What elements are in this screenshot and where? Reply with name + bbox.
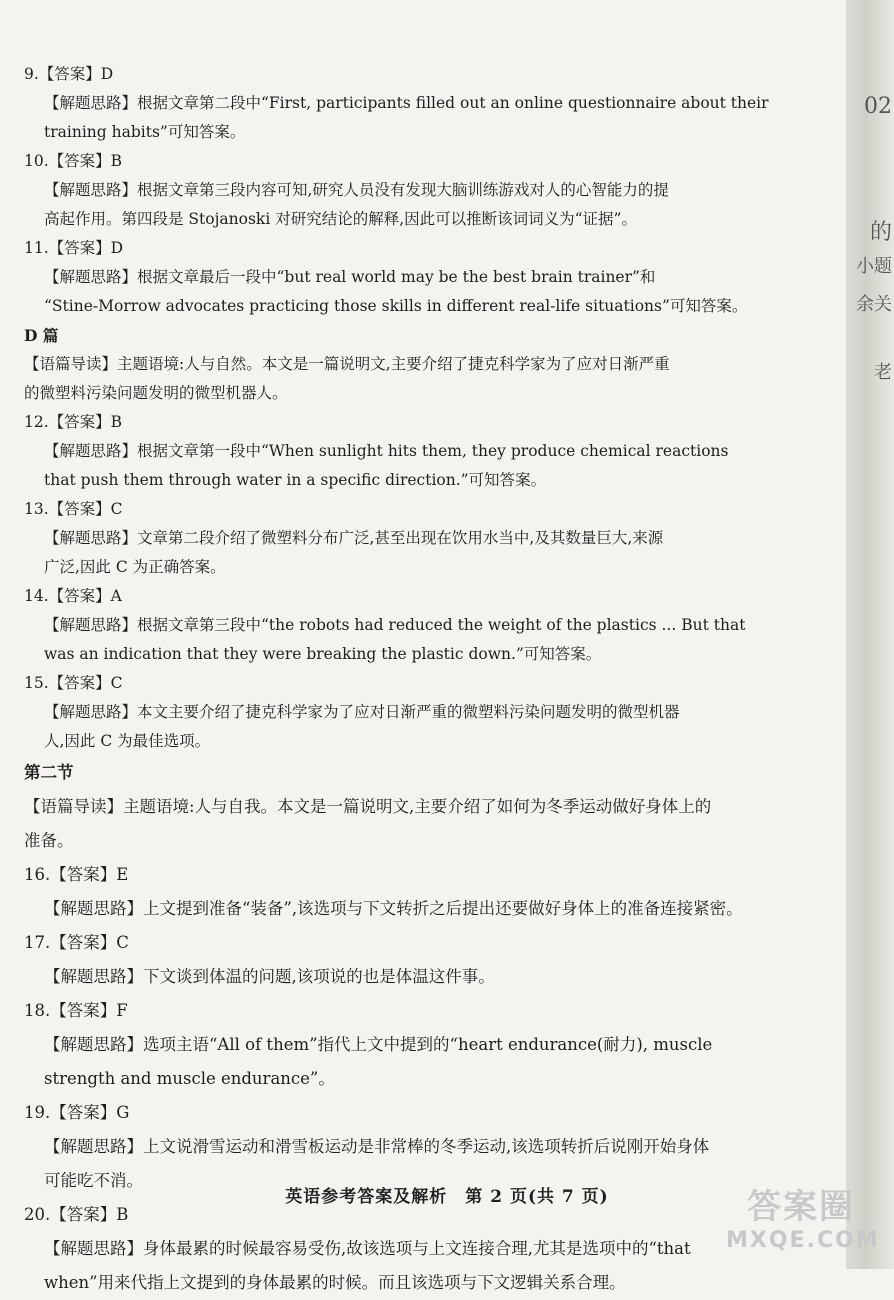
- answer-line: 9.【答案】D: [24, 65, 114, 83]
- answer-line: 14.【答案】A: [24, 587, 122, 605]
- answer-line: 19.【答案】G: [24, 1103, 130, 1122]
- answer-line: 16.【答案】E: [24, 865, 129, 884]
- reason-line: that push them through water in a specific direction.”可知答案。: [44, 471, 547, 489]
- reason-line: 【解题思路】选项主语“All of them”指代上文中提到的“heart endurance(耐力), muscle: [44, 1035, 713, 1054]
- reason-line: 广泛,因此 C 为正确答案。: [44, 558, 226, 576]
- answer-item-15: [24, 669, 844, 756]
- answer-item-20: [24, 1198, 844, 1300]
- reason-line: 【解题思路】本文主要介绍了捷克科学家为了应对日渐严重的微塑料污染问题发明的微型机器: [44, 703, 680, 721]
- answer-line: 20.【答案】B: [24, 1205, 129, 1224]
- edge-text-3: 小题: [856, 256, 892, 277]
- answer-line: 12.【答案】B: [24, 413, 123, 431]
- reason-line: 【解题思路】根据文章第二段中“First, participants filled out an online questionnaire about their: [44, 94, 769, 112]
- section-2-intro: 准备。: [24, 831, 74, 850]
- answer-item-11: [24, 234, 844, 321]
- answer-line: 11.【答案】D: [24, 239, 124, 257]
- adjacent-page-edge: [846, 0, 894, 1269]
- edge-text-2: 的: [869, 220, 892, 245]
- edge-text-4: 余关: [856, 294, 892, 315]
- answer-item-16: [24, 858, 844, 926]
- reason-line: 【解题思路】根据文章第三段中“the robots had reduced the weight of the plastics ... But that: [44, 616, 746, 634]
- answer-item-10: [24, 147, 844, 234]
- watermark-top-text: 答案圈: [747, 1187, 855, 1227]
- answer-item-9: [24, 60, 844, 147]
- answer-line: 13.【答案】C: [24, 500, 123, 518]
- answer-item-13: [24, 495, 844, 582]
- reason-line: was an indication that they were breaking the plastic down.”可知答案。: [44, 645, 602, 663]
- reason-line: 【解题思路】根据文章第一段中“When sunlight hits them, they produce chemical reactions: [44, 442, 729, 460]
- edge-text-1: 02: [864, 94, 892, 119]
- reason-line: 高起作用。第四段是 Stojanoski 对研究结论的解释,因此可以推断该词词义为“证据”。: [44, 210, 637, 228]
- reason-line: 【解题思路】下文谈到体温的问题,该项说的也是体温这件事。: [44, 967, 495, 986]
- answer-content: [24, 60, 844, 1300]
- reason-line: 【解题思路】身体最累的时候最容易受伤,故该选项与上文连接合理,尤其是选项中的“that: [44, 1239, 691, 1258]
- reason-line: 可能吃不消。: [44, 1171, 143, 1190]
- watermark-bottom-text: MXQE.COM: [726, 1228, 880, 1253]
- answer-item-14: [24, 582, 844, 669]
- answer-item-18: [24, 994, 844, 1096]
- reason-line: strength and muscle endurance”。: [44, 1069, 335, 1088]
- section-d-intro: 的微塑料污染问题发明的微型机器人。: [24, 384, 288, 402]
- reason-line: 【解题思路】文章第二段介绍了微塑料分布广泛,甚至出现在饮用水当中,及其数量巨大,来源: [44, 529, 664, 547]
- page-footer: 英语参考答案及解析 第 2 页(共 7 页): [285, 1187, 609, 1207]
- answer-line: 17.【答案】C: [24, 933, 129, 952]
- reason-line: 人,因此 C 为最佳选项。: [44, 732, 211, 750]
- answer-line: 10.【答案】B: [24, 152, 123, 170]
- reason-line: “Stine-Morrow advocates practicing those skills in different real-life situations”可知答案。: [44, 297, 748, 315]
- answer-line: 15.【答案】C: [24, 674, 123, 692]
- reason-line: 【解题思路】根据文章最后一段中“but real world may be the best brain trainer”和: [44, 268, 656, 286]
- edge-text-5: 老: [874, 362, 892, 383]
- section-2-intro: 【语篇导读】主题语境:人与自我。本文是一篇说明文,主要介绍了如何为冬季运动做好身体上的: [24, 797, 712, 816]
- reason-line: 【解题思路】根据文章第三段内容可知,研究人员没有发现大脑训练游戏对人的心智能力的提: [44, 181, 669, 199]
- section-d-intro: 【语篇导读】主题语境:人与自然。本文是一篇说明文,主要介绍了捷克科学家为了应对日渐严重: [24, 355, 670, 373]
- site-watermark-logo: [726, 1179, 880, 1259]
- answer-line: 18.【答案】F: [24, 1001, 128, 1020]
- answer-item-17: [24, 926, 844, 994]
- section-2-title: 第二节: [24, 763, 74, 782]
- answer-item-12: [24, 408, 844, 495]
- reason-line: training habits”可知答案。: [44, 123, 246, 141]
- reason-line: when”用来代指上文提到的身体最累的时候。而且该选项与下文逻辑关系合理。: [44, 1273, 626, 1292]
- reason-line: 【解题思路】上文提到准备“装备”,该选项与下文转折之后提出还要做好身体上的准备连接紧密。: [44, 899, 743, 918]
- reason-line: 【解题思路】上文说滑雪运动和滑雪板运动是非常棒的冬季运动,该选项转折后说刚开始身体: [44, 1137, 710, 1156]
- section-d-title: D 篇: [24, 326, 59, 345]
